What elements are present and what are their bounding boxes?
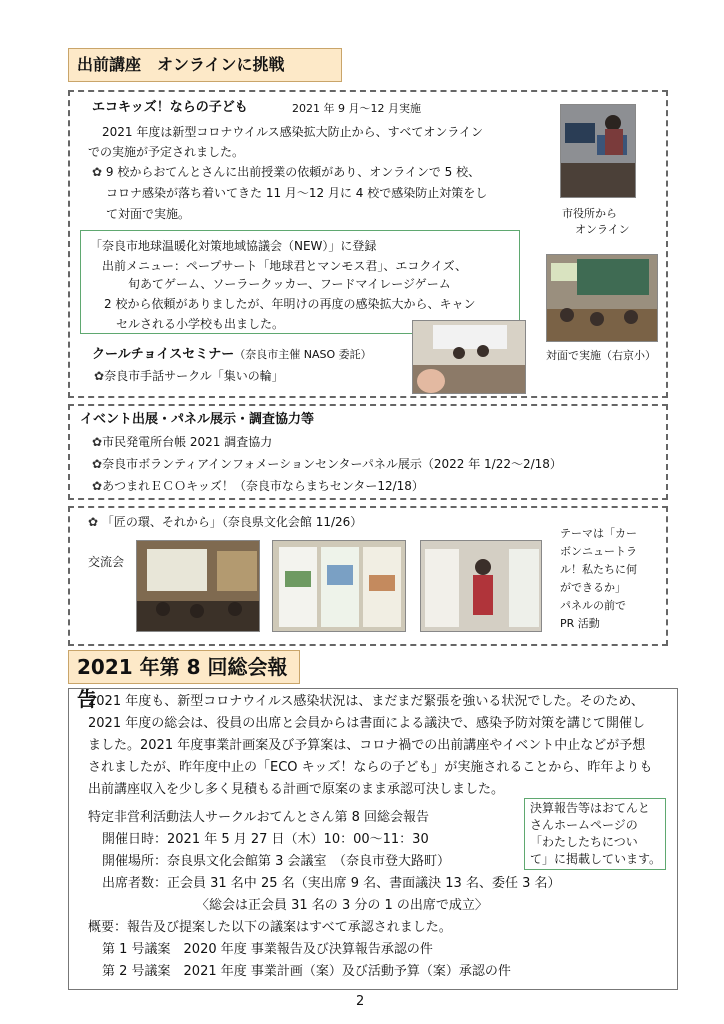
photo-seminar — [412, 320, 526, 394]
eco-kids-line-2: での実施が予定されました。 — [88, 145, 245, 159]
flower-icon: ✿ — [92, 165, 103, 179]
cool-choice-sub: （奈良市主催 NASO 委託） — [234, 348, 372, 361]
pr-caption-3: ル！私たちに何 — [560, 563, 637, 576]
meeting-para-line-1: 2021 年度も、新型コロナウイルス感染状況は、まだまだ緊張を強いる状況でした。そのため、 — [88, 694, 644, 709]
photo-online-graphic — [561, 105, 636, 198]
photo-pr-activity — [420, 540, 542, 632]
photo-inperson-class — [546, 254, 658, 342]
meeting-date: 開催日時：2021 年 5 月 27 日（木）10：00～11：30 — [102, 832, 429, 847]
meeting-attendance: 出席者数：正会員 31 名中 25 名（実出席 9 名、書面議決 13 名、委任 3 名） — [102, 876, 561, 891]
agenda-item-1: 第 1 号議案 2020 年度 事業報告及び決算報告承認の件 — [102, 942, 433, 957]
note-line-2: さんホームページの — [530, 818, 638, 832]
meeting-org: 特定非営利活動法人サークルおてんとさん第 8 回総会報告 — [88, 810, 430, 825]
flower-icon: ✿ — [92, 435, 103, 449]
pr-caption-2: ボンニュートラ — [560, 545, 637, 558]
new-box-line-5: セルされる小学校も出ました。 — [116, 317, 285, 331]
eco-kids-line-4: コロナ感染が落ち着いてきた 11 月～12 月に 4 校で感染防止対策をし — [106, 186, 488, 200]
flower-icon: ✿ — [94, 369, 105, 383]
note-line-1: 決算報告等はおてんと — [530, 801, 650, 815]
new-box-line-4: 2 校から依頼がありましたが、年明けの再度の感染拡大から、キャン — [104, 297, 476, 311]
meeting-para-line-4: されましたが、昨年度中止の「ECO キッズ！ならの子ども」が実施されることから、昨年よりも — [88, 760, 653, 775]
meeting-place: 開催場所：奈良県文化会館第 3 会議室 （奈良市登大路町） — [102, 854, 451, 869]
photo-panel-display — [272, 540, 406, 632]
event-item-3-text: あつまれＥＣＯキッズ！（奈良市ならまちセンター12/18） — [102, 479, 424, 493]
meeting-quorum: 〈総会は正会員 31 名の 3 分の 1 の出席で成立〉 — [196, 898, 488, 913]
meeting-para-line-5: 出前講座収入を少し多く見積もる計画で原案のまま承認可決しました。 — [88, 782, 505, 797]
eco-kids-line-1: 2021 年度は新型コロナウイルス感染拡大防止から、すべてオンライン — [102, 125, 484, 139]
event-item-3 — [92, 476, 424, 496]
cool-choice-heading: クールチョイスセミナー — [92, 347, 235, 362]
takumi-heading: 「匠の環、それから」（奈良県文化会館 11/26） — [101, 515, 363, 529]
section-title-general-meeting — [68, 650, 300, 711]
meeting-para-line-2: 2021 年度の総会は、役員の出席と会員からは書面による議決で、感染予防対策を講じて開催し — [88, 716, 645, 731]
section-title-text: 出前講座 オンラインに挑戦 — [77, 55, 285, 74]
events-heading: イベント出展・パネル展示・調査協力等 — [80, 412, 315, 427]
note-line-3: 「わたしたちについ — [530, 835, 638, 849]
meeting-summary: 概要：報告及び提案した以下の議案はすべて承認されました。 — [88, 920, 452, 935]
cool-choice-item: 奈良市手話サークル「集いの輪」 — [104, 369, 284, 383]
photo-online-classroom — [560, 104, 636, 198]
eco-kids-line-5: て対面で実施。 — [106, 207, 191, 221]
new-box-line-3: 旬あてゲーム、ソーラークッカー、フードマイレージゲーム — [128, 277, 451, 291]
takumi-heading-row — [88, 512, 362, 532]
page-number: 2 — [356, 994, 365, 1009]
event-item-2-text: 奈良市ボランティアインフォメーションセンターパネル展示（2022 年 1/22～2/18） — [102, 457, 562, 471]
photo-exchange-graphic — [137, 541, 260, 632]
eco-kids-line-3: 9 校からおてんとさんに出前授業の依頼があり、オンラインで 5 校、 — [105, 165, 481, 179]
cool-choice-bullet — [94, 366, 284, 386]
cool-choice-title — [92, 344, 372, 365]
new-box-line-2: 出前メニュー：ペープサート「地球君とマンモス君」、エコクイズ、 — [102, 259, 468, 273]
meeting-para-line-3: ました。2021 年度事業計画案及び予算案は、コロナ禍での出前講座やイベント中止などが予想 — [88, 738, 646, 753]
photo-online-caption-1: 市役所から — [562, 207, 617, 220]
flower-icon: ✿ — [92, 479, 103, 493]
exchange-label: 交流会 — [88, 555, 125, 569]
photo-panel-graphic — [273, 541, 406, 632]
event-item-1 — [92, 432, 272, 452]
section-title-demae — [68, 48, 342, 82]
general-meeting-title-text: 2021 年第 8 回総会報告 — [77, 655, 288, 711]
photo-seminar-graphic — [413, 321, 526, 394]
photo-pr-graphic — [421, 541, 542, 632]
eco-kids-heading: エコキッズ！ならの子ども — [92, 100, 248, 115]
event-item-1-text: 市民発電所台帳 2021 調査協力 — [102, 435, 273, 449]
photo-inperson-graphic — [547, 255, 658, 342]
photo-online-caption-2: オンライン — [575, 223, 630, 236]
event-item-2 — [92, 454, 562, 474]
pr-caption-5: パネルの前で — [560, 599, 626, 612]
photo-inperson-caption: 対面で実施（右京小） — [546, 349, 656, 362]
pr-caption-1: テーマは「カー — [560, 527, 637, 540]
pr-caption-4: ができるか」 — [560, 581, 626, 594]
photo-exchange-meeting — [136, 540, 260, 632]
eco-kids-bullet — [92, 162, 480, 182]
pr-caption-6: PR 活動 — [560, 617, 600, 630]
note-line-4: て」に掲載しています。 — [530, 852, 662, 866]
eco-kids-period: 2021 年 9 月～12 月実施 — [292, 102, 421, 115]
agenda-item-2: 第 2 号議案 2021 年度 事業計画（案）及び活動予算（案）承認の件 — [102, 964, 511, 979]
flower-icon: ✿ — [88, 515, 99, 529]
flower-icon: ✿ — [92, 457, 103, 471]
new-box-line-1: 「奈良市地球温暖化対策地域協議会（NEW）」に登録 — [90, 239, 377, 253]
